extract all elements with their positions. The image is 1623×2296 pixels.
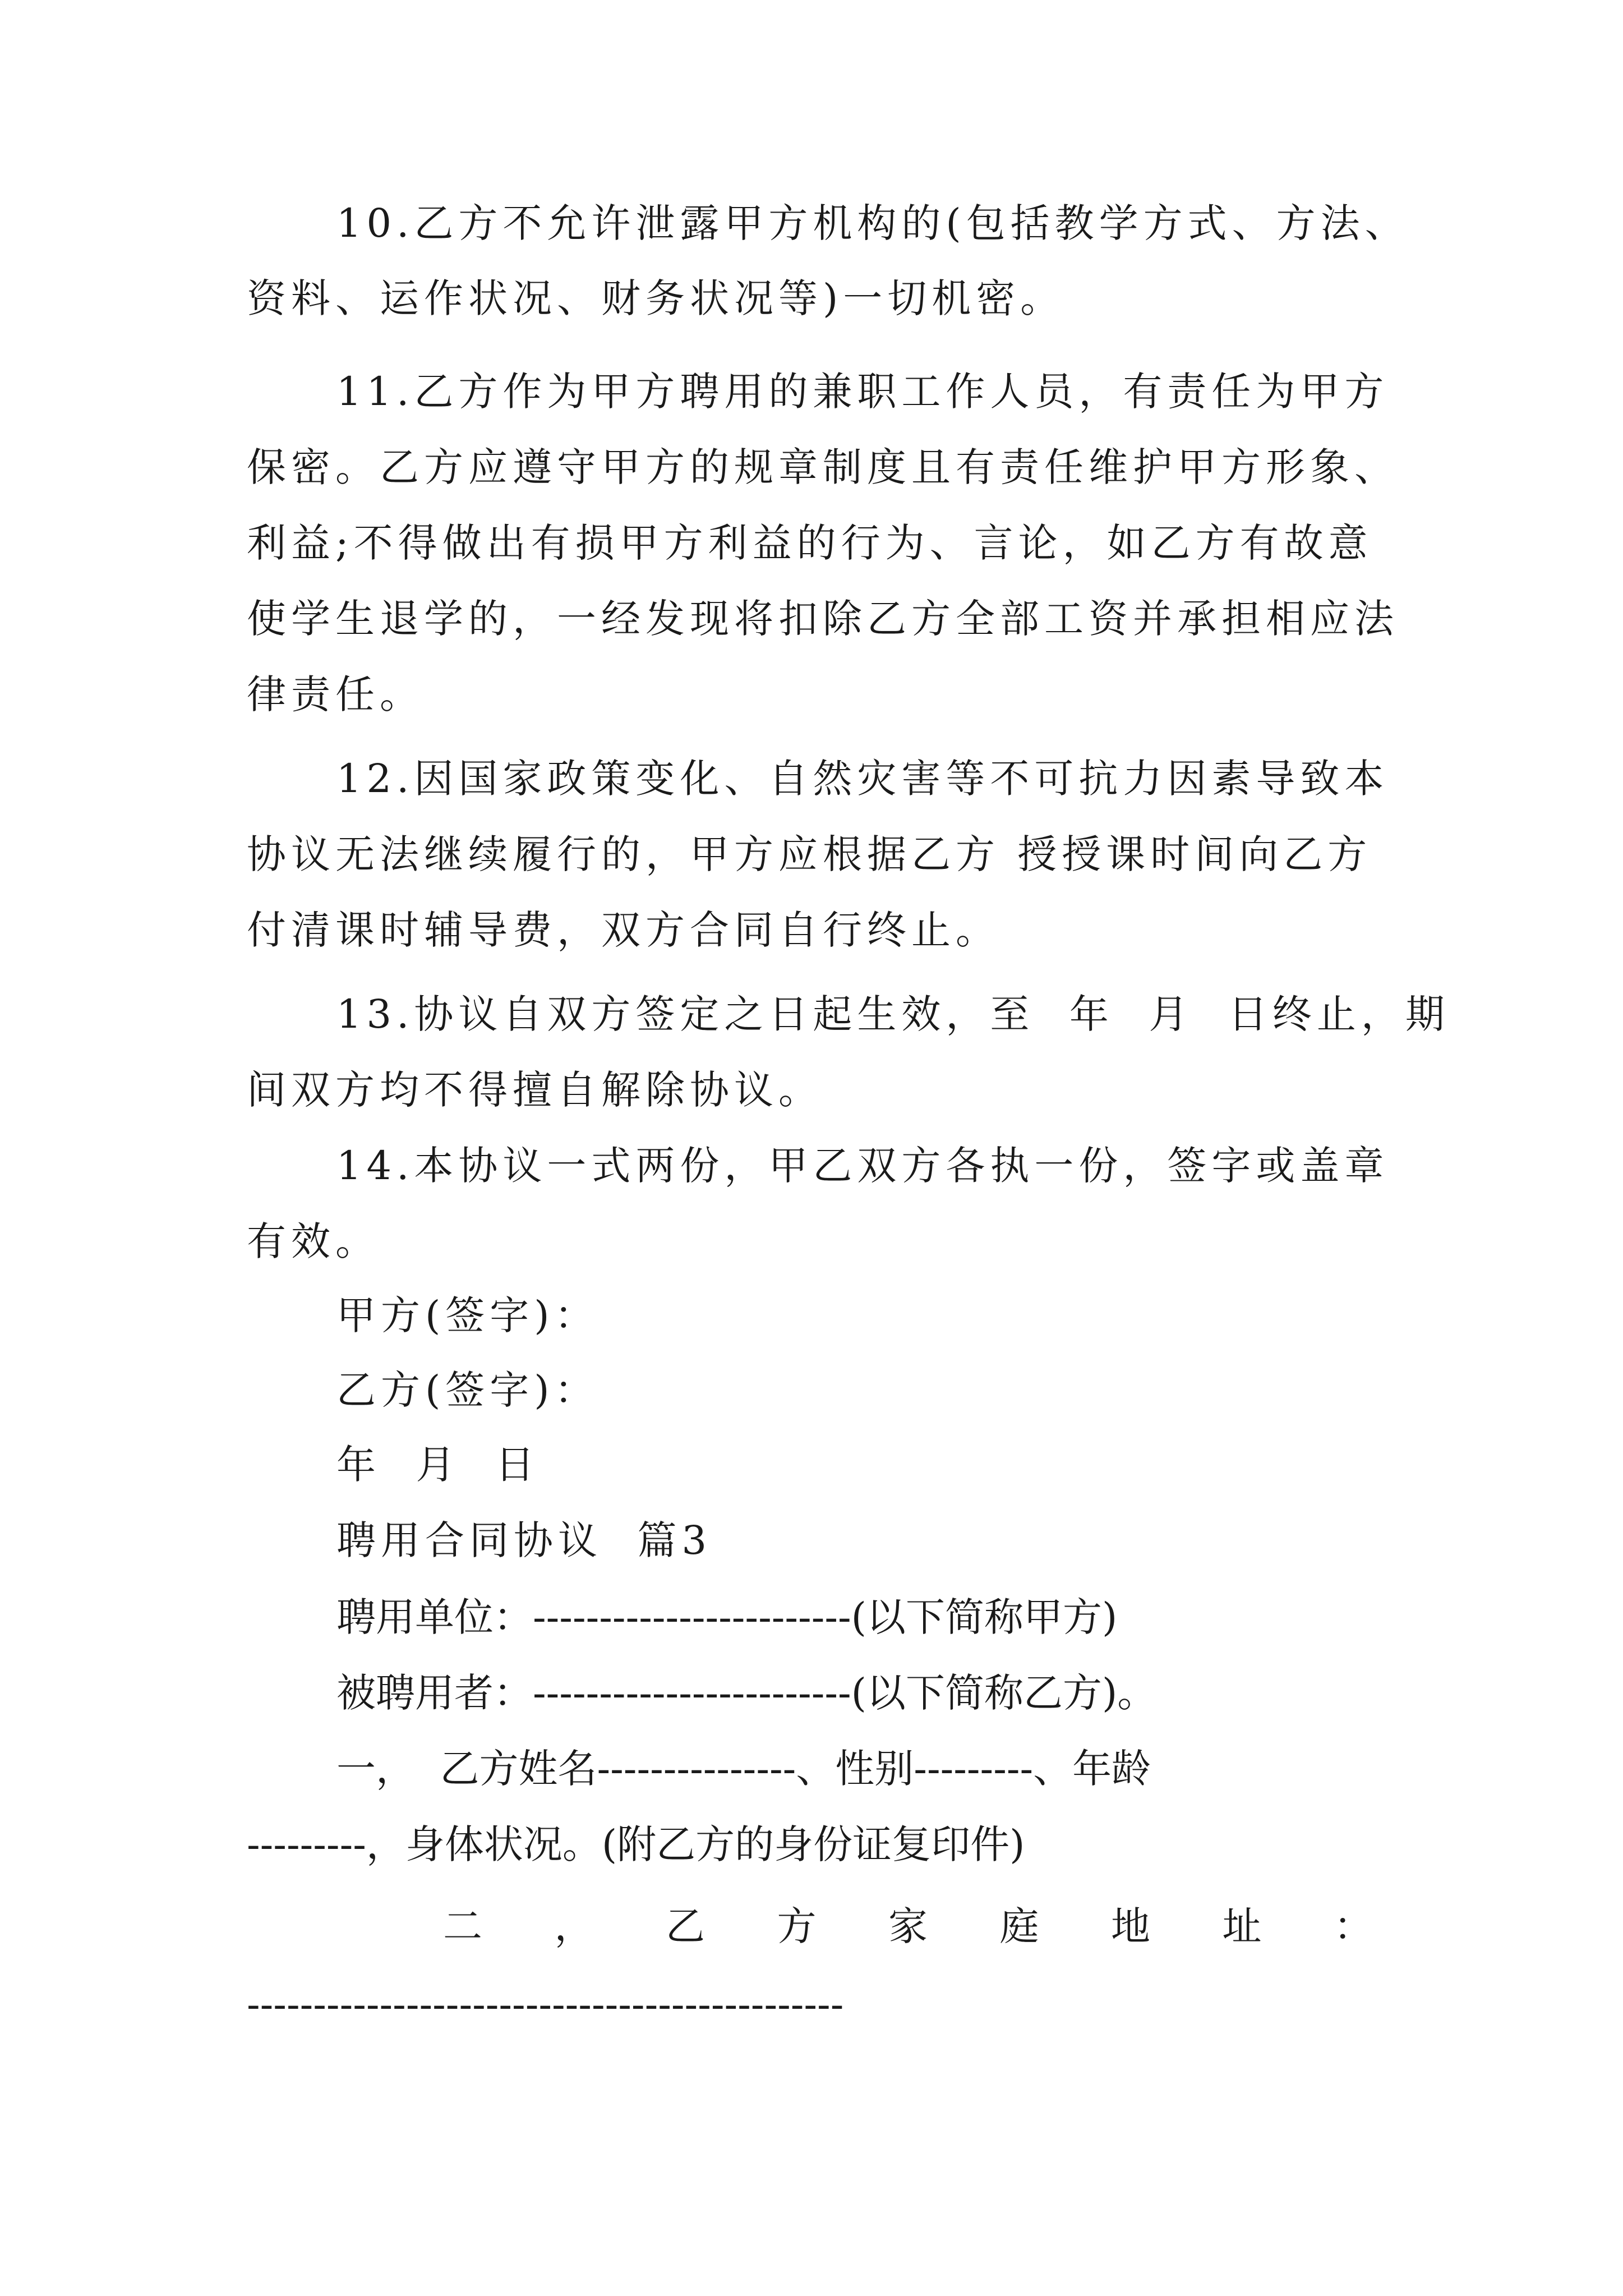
clause-2-line-2: --------------------------------------------- xyxy=(247,1981,844,2027)
paragraph-12-line-3: 付清课时辅导费，双方合同自行终止。 xyxy=(247,907,1000,953)
employer-line: 聘用单位：------------------------(以下简称甲方) xyxy=(336,1594,1118,1640)
party-b-signature: 乙方(签字)： xyxy=(336,1367,599,1413)
signature-date: 年 月 日 xyxy=(336,1442,540,1488)
paragraph-11-line-3: 利益;不得做出有损甲方利益的行为、言论，如乙方有故意 xyxy=(247,520,1373,566)
paragraph-10-line-2: 资料、运作状况、财务状况等)一切机密。 xyxy=(247,275,1065,321)
paragraph-14-line-1: 14.本协议一式两份，甲乙双方各执一份，签字或盖章 xyxy=(336,1143,1389,1189)
clause-2-char: 庭 xyxy=(999,1903,1039,1949)
clause-2-char: 方 xyxy=(777,1903,817,1949)
clause-2-line-1 xyxy=(443,1899,1373,1953)
paragraph-13-line-2: 间双方均不得擅自解除协议。 xyxy=(247,1067,823,1113)
clause-2-char: 家 xyxy=(888,1903,928,1949)
paragraph-10-line-1: 10.乙方不允许泄露甲方机构的(包括教学方式、方法、 xyxy=(336,200,1409,246)
clause-2-char: ： xyxy=(1334,1903,1373,1949)
paragraph-12-line-1: 12.因国家政策变化、自然灾害等不可抗力因素导致本 xyxy=(336,756,1389,802)
paragraph-11-line-4: 使学生退学的，一经发现将扣除乙方全部工资并承担相应法 xyxy=(247,596,1399,642)
clause-2-char: 地 xyxy=(1111,1903,1150,1949)
paragraph-12-line-2: 协议无法继续履行的，甲方应根据乙方 授授课时间向乙方 xyxy=(247,831,1372,877)
paragraph-11-line-5: 律责任。 xyxy=(247,671,424,717)
employee-line: 被聘用者：------------------------(以下简称乙方)。 xyxy=(336,1670,1157,1716)
paragraph-14-line-2: 有效。 xyxy=(247,1218,380,1264)
paragraph-11-line-1: 11.乙方作为甲方聘用的兼职工作人员，有责任为甲方 xyxy=(336,369,1389,415)
paragraph-13-line-1: 13.协议自双方签定之日起生效，至 年 月 日终止，期 xyxy=(336,991,1450,1037)
clause-2-char: 址 xyxy=(1222,1903,1262,1949)
section-title: 聘用合同协议 篇3 xyxy=(336,1517,712,1563)
paragraph-11-line-2: 保密。乙方应遵守甲方的规章制度且有责任维护甲方形象、 xyxy=(247,444,1399,490)
clause-2-char: 二 xyxy=(443,1903,482,1949)
clause-2-char: 乙 xyxy=(666,1903,705,1949)
clause-1-line-2: ---------，身体状况。(附乙方的身份证复印件) xyxy=(247,1821,1025,1867)
clause-2-char: ， xyxy=(554,1903,594,1949)
party-a-signature: 甲方(签字)： xyxy=(336,1292,599,1338)
clause-1-line-1: 一， 乙方姓名---------------、性别---------、年龄 xyxy=(336,1746,1151,1792)
